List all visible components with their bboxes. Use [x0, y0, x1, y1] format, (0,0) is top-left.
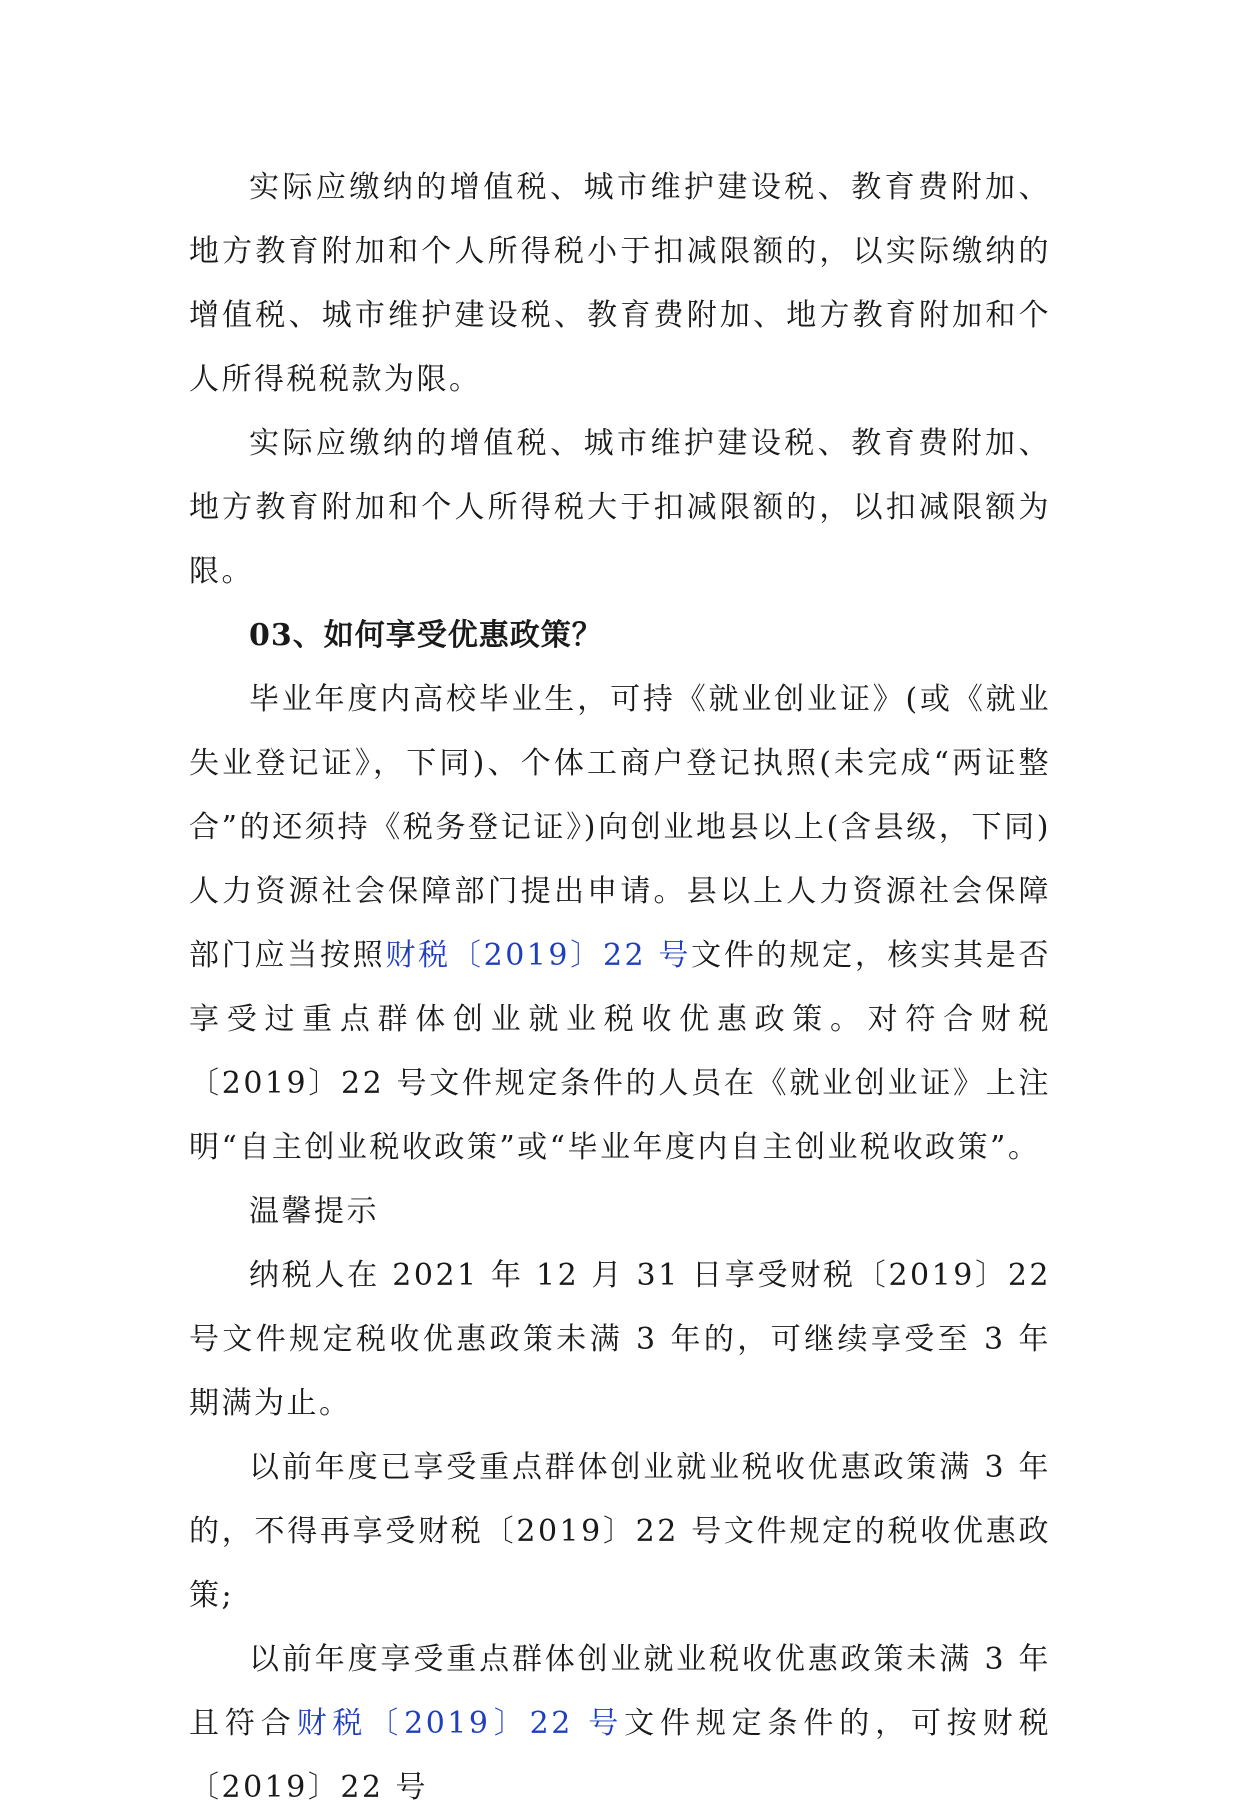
paragraph-tip-remaining — [189, 1628, 1051, 1820]
section-heading: 03、如何享受优惠政策？ — [249, 618, 603, 653]
paragraph-how-to-apply — [189, 668, 1051, 1180]
document-body — [189, 156, 1051, 1820]
paragraph-tip-continue: 纳税人在 2021 年 12 月 31 日享受财税〔2019〕22 号文件规定税收优惠政策未满 3 年的，可继续享受至 3 年期满为止。 — [189, 1258, 1051, 1421]
policy-link[interactable]: 财税〔2019〕22 号 — [385, 938, 692, 973]
text-segment: 文件规定条件的，可按财税〔2019〕22 号 — [189, 1706, 1052, 1805]
paragraph-limit-greater: 实际应缴纳的增值税、城市维护建设税、教育费附加、地方教育附加和个人所得税大于扣减限额的，以扣减限额为限。 — [189, 426, 1051, 589]
text-segment: 毕业年度内高校毕业生，可持《就业创业证》(或《就业失业登记证》，下同)、个体工商户登记执照(未完成“两证整合”的还须持《税务登记证》)向创业地县以上(含县级，下同)人力资源社会保障部门提出申请。县以上人力资源社会保障部门应当按照 — [189, 682, 1051, 973]
text-segment: 以前年度享受重点群体创业就业税收优惠政策未满 3 年且符合 — [189, 1642, 1051, 1741]
policy-link[interactable]: 财税〔2019〕22 号 — [296, 1706, 625, 1741]
paragraph-tip-expired: 以前年度已享受重点群体创业就业税收优惠政策满 3 年的，不得再享受财税〔2019〕22 号文件规定的税收优惠政策; — [189, 1450, 1051, 1613]
tip-title: 温馨提示 — [249, 1194, 379, 1229]
text-segment: 文件的规定，核实其是否享受过重点群体创业就业税收优惠政策。对符合财税〔2019〕22 号文件规定条件的人员在《就业创业证》上注明“自主创业税收政策”或“毕业年度内自主创业税收政策”。 — [189, 938, 1052, 1165]
paragraph-limit-less: 实际应缴纳的增值税、城市维护建设税、教育费附加、地方教育附加和个人所得税小于扣减限额的，以实际缴纳的增值税、城市维护建设税、教育费附加、地方教育附加和个人所得税税款为限。 — [189, 170, 1051, 397]
